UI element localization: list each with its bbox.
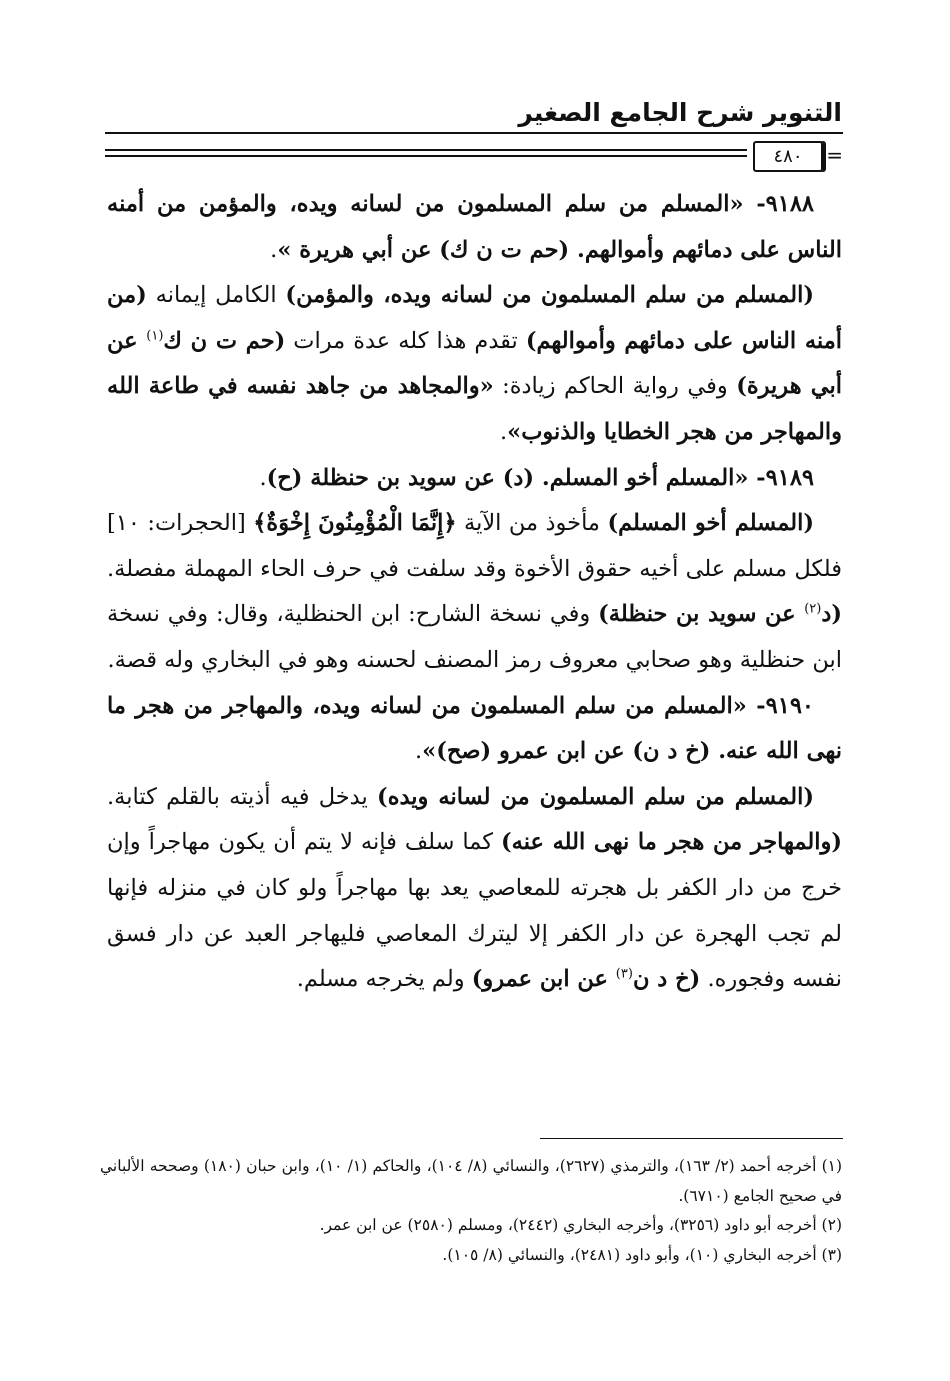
bold-text: (من أمنه الناس على دمائهم وأموالهم) (107, 282, 843, 354)
text-run: . (270, 236, 278, 263)
bold-text: (المسلم أخو المسلم) (607, 510, 815, 537)
page-number: ٤٨٠ (753, 141, 823, 172)
bold-text: (د (821, 601, 842, 628)
bold-text: عن أبي هريرة) (107, 327, 842, 400)
bold-text: «والمجاهد من جاهد نفسه في طاعة الله والمهاجر من هجر الخطايا والذنوب» (107, 373, 842, 445)
paragraph (107, 182, 842, 273)
bold-text: (خ د ن (632, 966, 701, 993)
paragraph (107, 273, 842, 455)
header-rule (105, 132, 843, 134)
footnote-2: (٢) أخرجه أبو داود (٣٢٥٦)، وأخرجه البخاري (٢٤٤٢)، ومسلم (٢٥٨٠) عن ابن عمر. (319, 1216, 842, 1234)
text-run: . (414, 738, 423, 765)
bold-text: ٩١٨٩- «المسلم أخو المسلم. (د) عن سويد بن حنظلة (ح) (266, 464, 814, 491)
footnote-1: (١) أخرجه أحمد (٢/ ١٦٣)، والترمذي (٢٦٢٧)، والنسائي (٨/ ١٠٤)، والحاكم (١/ ١٠)، وابن حبان (١٨٠) وصححه الألباني في صحيح الجامع (٦٧١٠). (100, 1157, 843, 1205)
running-title: التنوير شرح الجامع الصغير (518, 98, 842, 127)
bold-text: ﴿إِنَّمَا الْمُؤْمِنُونَ إِخْوَةٌ﴾ (253, 510, 457, 537)
footnote-separator (540, 1138, 843, 1139)
text-run: وفي نسخة الشارح: ابن الحنظلية، وقال: وفي نسخة ابن حنظلية وهو صحابي معروف رمز المصنف لحسنه وهو في البخاري وله قصة. (107, 601, 842, 673)
text-run: [الحجرات: ١٠] فلكل مسلم على أخيه حقوق الأخوة وقد سلفت في حرف الحاء المهملة مفصلة. (107, 510, 842, 582)
footnotes (100, 1152, 842, 1270)
text-run: يدخل فيه أذيته بالقلم كتابة. (107, 783, 378, 810)
bold-text: (والمهاجر من هجر ما نهى الله عنه) (500, 829, 843, 856)
bold-text: (المسلم من سلم المسلمون من لسانه ويده، والمؤمن) (285, 282, 814, 309)
footnote-ref: (٢) (804, 601, 822, 617)
bold-text: عن سويد بن حنظلة) (598, 601, 805, 628)
text-run: . (259, 464, 267, 491)
text-run: . (500, 418, 508, 445)
continuation-mark: = (826, 143, 843, 167)
paragraph (107, 456, 842, 502)
text-run: الكامل إيمانه (146, 282, 286, 309)
text-run: كما سلف فإنه لا يتم أن يكون مهاجراً وإن خرج من دار الكفر بل هجرته للمعاصي يعد بها مهاجراً ولو كان في منزله فإنها لم تجب الهجرة عن دار الكفر إلا ليترك المعاصي فليهاجر العبد عن دار فسق نفسه وفجوره. (107, 829, 842, 993)
bold-text: «المسلم من سلم المسلمون من لسانه ويده، والمؤمن من أمنه الناس على دمائهم وأموالهم. (حم ت ن ك) عن أبي هريرة » (107, 191, 842, 263)
text-run: وفي رواية الحاكم زيادة: (493, 373, 737, 400)
paragraph (107, 501, 842, 683)
footnote-ref: (٣) (615, 966, 633, 982)
bold-text: (حم ت ن ك (163, 327, 286, 354)
footnote-ref: (١) (146, 328, 164, 344)
text-run: مأخوذ من الآية (456, 510, 608, 537)
bold-text: (المسلم من سلم المسلمون من لسانه ويده) (377, 783, 814, 810)
page-number-band (105, 141, 843, 175)
double-rule (105, 149, 747, 157)
bold-text: عن ابن عمرو) (471, 966, 616, 993)
bold-text: ٩١٩٠- «المسلم من سلم المسلمون من لسانه ويده، والمهاجر من هجر ما نهى الله عنه. (خ د ن) عن ابن عمرو (صح)» (107, 692, 842, 765)
paragraph (107, 684, 842, 775)
text-run: ولم يخرجه مسلم. (296, 966, 472, 993)
text-run: تقدم هذا كله عدة مرات (285, 327, 526, 354)
footnote-3: (٣) أخرجه البخاري (١٠)، وأبو داود (٢٤٨١)، والنسائي (٨/ ١٠٥). (442, 1245, 842, 1264)
bold-text: ٩١٨٨- (743, 191, 815, 217)
main-text (107, 182, 842, 1003)
paragraph (107, 775, 842, 1003)
